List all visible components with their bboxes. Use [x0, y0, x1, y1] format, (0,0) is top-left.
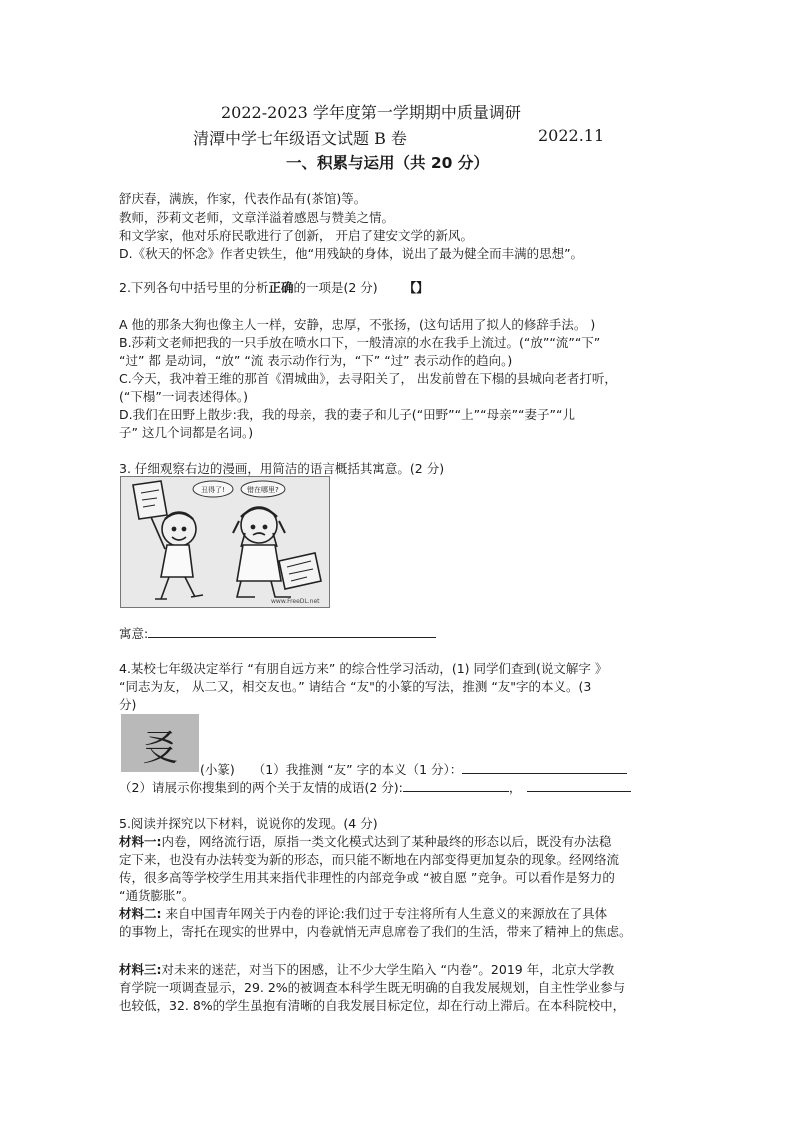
bubble-right-text: 错在哪里?: [247, 486, 279, 494]
q2-stem: [119, 279, 429, 297]
q2-option: D.我们在田野上散步:我，我的母亲，我的妻子和儿子(“田野”“上”“母亲”“妻子”“儿: [119, 407, 575, 422]
q4-sub1: [200, 760, 627, 779]
q4-stem-line: 4.某校七年级决定举行 “有朋自远方来” 的综合性学习活动，(1) 同学们查到(说文解字 》: [119, 661, 608, 676]
material-2-line: 的事物上，寄托在现实的世界中，内卷就悄无声息席卷了我们的生活，带来了精神上的焦虑。: [119, 924, 632, 939]
q3-stem: 3. 仔细观察右边的漫画，用简洁的语言概括其寓意。(2 分): [119, 461, 445, 476]
q4-idiom-blank-1[interactable]: [403, 778, 509, 792]
q2-option: (“下榻”一词表述得体。): [119, 389, 248, 404]
material-3-text: 对未来的迷茫，对当下的困感，让不少大学生陷入 “内卷”。2019 年，北京大学教: [161, 962, 615, 977]
material-1-text: 内卷，网络流行语，原指一类文化模式达到了某种最终的形态以后，既没有办法稳: [161, 834, 612, 849]
q4-sub2: [119, 778, 631, 797]
material-2-label: 材料二:: [119, 906, 162, 921]
material-1-line: 定下来，也没有办法转变为新的形态，而只能不断地在内部变得更加复杂的现象。经网络流: [119, 852, 620, 867]
q3-answer-label: 寓意:: [119, 626, 149, 641]
material-3-label: 材料三:: [119, 962, 162, 977]
exam-title-line2: 清潭中学七年级语文试题 B 卷: [193, 129, 407, 148]
q2-stem-post: 的一项是(2 分): [293, 280, 378, 295]
cartoon-drawing: [121, 477, 329, 607]
q3-answer-blank[interactable]: [148, 624, 436, 638]
answer-bracket: 【】: [403, 280, 429, 295]
material-1-label: 材料一:: [119, 834, 162, 849]
q3-answer-line: [119, 624, 436, 643]
q1-line: 舒庆春，满族，作家，代表作品有(茶馆)等。: [119, 191, 367, 206]
q2-option: “过” 都 是动词，“放” “流 表示动作行为，“下” “过” 表示动作的趋向。): [119, 353, 513, 368]
material-3-line: 育学院一项调查显示，29. 2%的被调查本科学生既无明确的自我发展规划，自主性学业参与: [119, 980, 626, 995]
section-title: 一、积累与运用（共 20 分）: [286, 154, 489, 172]
cartoon-watermark: www.FreeDL.net: [271, 598, 320, 605]
girl-figure: [233, 507, 321, 597]
q2-option: B.莎莉文老师把我的一只手放在喷水口下，一般清凉的水在我手上流过。(“放”“流”“下”: [119, 335, 601, 350]
seal-caption: (小篆): [200, 762, 235, 777]
material-1-line: 传，很多高等学校学生用其来指代非理性的内部竞争或 “被自愿 ”竞争。可以看作是努力的: [119, 870, 615, 885]
q1-line: D.《秋天的怀念》作者史铁生，他“用残缺的身体，说出了最为健全而丰满的思想”。: [119, 246, 584, 261]
bubble-left-text: 丑得了!: [201, 486, 225, 494]
material-3-line: 也较低，32. 8%的学生虽抱有清晰的自我发展目标定位，却在行动上滞后。在本科院校中，: [119, 998, 626, 1013]
cartoon-image: [120, 476, 330, 608]
seal-script-glyph: 㕛: [141, 728, 178, 769]
q4-sub1-label: （1）我推测 “友” 字的本义（1 分）：: [252, 762, 463, 777]
q4-comma: ，: [508, 780, 522, 795]
q1-line: 和文学家，他对乐府民歌进行了创新， 开启了建安文学的新风。: [119, 228, 473, 243]
boy-figure: [133, 481, 203, 599]
material-2-text: 来自中国青年网关于内卷的评论:我们过于专注将所有人生意义的来源放在了具体: [161, 906, 608, 921]
q4-sub2-label: （2）请展示你搜集到的两个关于友情的成语(2 分):: [119, 780, 403, 795]
q4-sub1-blank[interactable]: [462, 760, 627, 774]
q2-stem-pre: 2.下列各句中括号里的分析: [119, 280, 269, 295]
q4-stem-line: 分): [119, 697, 137, 712]
q4-stem-line: “同志为友， 从二又，相交友也。” 请结合 “友"的小篆的写法，推测 “友"字的本义。(3: [119, 679, 592, 694]
q2-option: 子” 这几个词都是名词。): [119, 425, 254, 440]
exam-date: 2022.11: [538, 126, 605, 145]
material-1-line: “通货膨胀”。: [119, 888, 195, 903]
q4-idiom-blank-2[interactable]: [527, 778, 631, 792]
exam-title-line1: 2022-2023 学年度第一学期期中质量调研: [221, 103, 521, 122]
q2-option: C.今天，我冲着王维的那首《渭城曲》，去寻阳关了， 出发前曾在下榻的县城向老者打听，: [119, 371, 617, 386]
seal-script-image: [121, 714, 199, 772]
q2-stem-emphasis: 正确: [268, 280, 294, 295]
material-2-line: [119, 905, 607, 923]
material-1-line: [119, 833, 612, 851]
material-3-line: [119, 961, 614, 979]
q1-line: 教师，莎莉文老师，文章洋溢着感恩与赞美之情。: [119, 210, 395, 225]
q2-option: A 他的那条大狗也像主人一样，安静，忠厚，不张扬，(这句话用了拟人的修辞手法。 ): [119, 317, 596, 332]
q5-stem: 5.阅读并探究以下材料，说说你的发现。(4 分): [119, 816, 378, 831]
